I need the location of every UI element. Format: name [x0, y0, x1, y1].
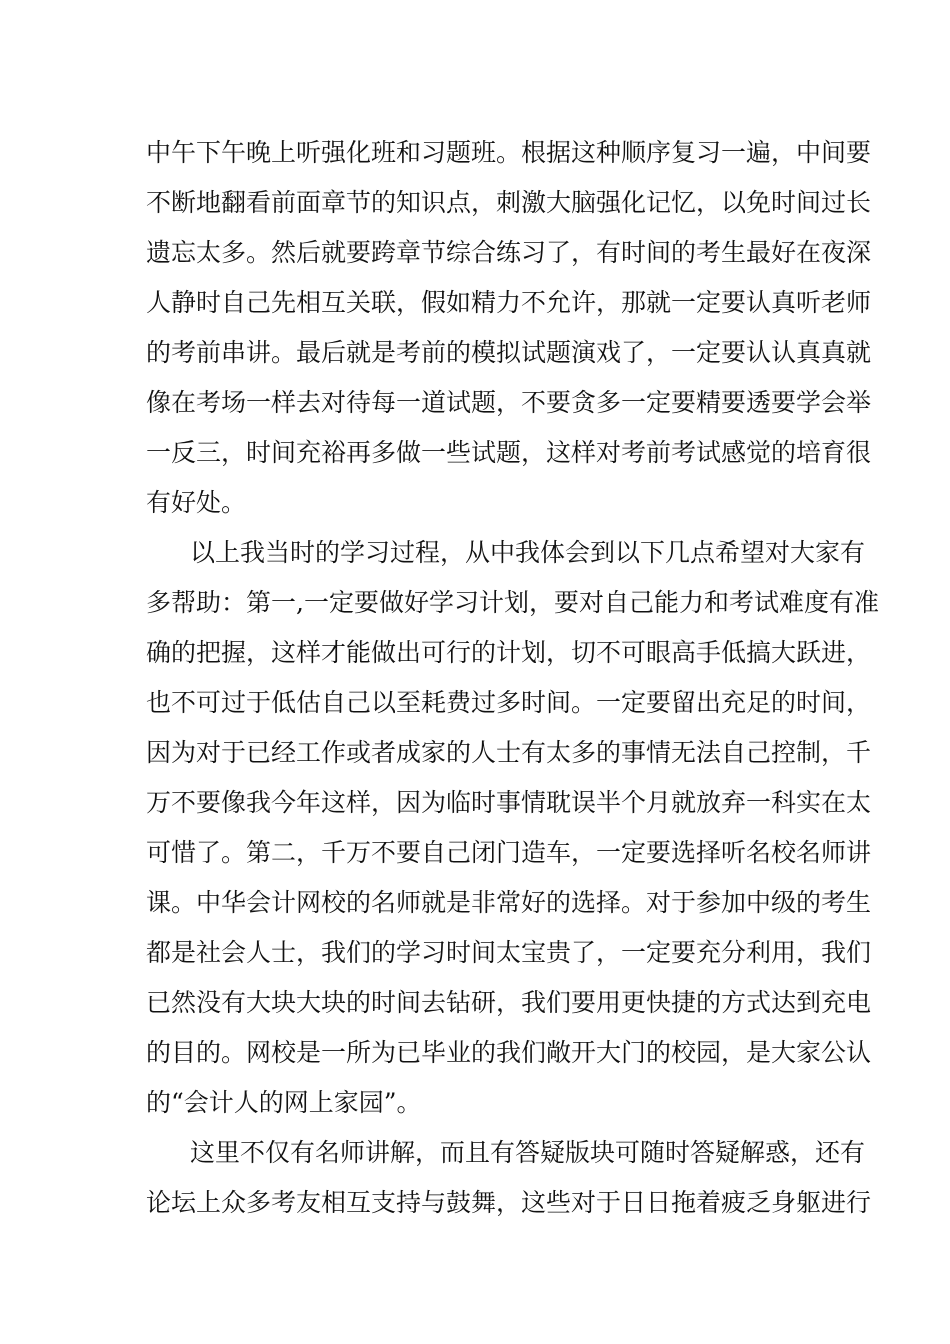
paragraph-first-line: 以上我当时的学习过程，从中我体会到以下几点希望对大家有 — [190, 538, 866, 567]
text-line: 确的把握，这样才能做出可行的计划，切不可眼高手低搞大跃进， — [146, 638, 872, 667]
text-line: 也不可过于低估自己以至耗费过多时间。一定要留出充足的时间， — [146, 688, 872, 717]
text-line: 有好处。 — [146, 488, 247, 517]
text-line: 的考前串讲。最后就是考前的模拟试题演戏了，一定要认认真真就 — [146, 338, 872, 367]
text-line: 像在考场一样去对待每一道试题，不要贪多一定要精要透要学会举 — [146, 388, 872, 417]
text-line: 中午下午晚上听强化班和习题班。根据这种顺序复习一遍，中间要 — [146, 138, 872, 167]
text-line: 一反三，时间充裕再多做一些试题，这样对考前考试感觉的培育很 — [146, 438, 872, 467]
text-line: 的“会计人的网上家园”。 — [146, 1088, 422, 1117]
text-line: 人静时自己先相互关联，假如精力不允许，那就一定要认真听老师 — [146, 288, 872, 317]
text-line: 课。中华会计网校的名师就是非常好的选择。对于参加中级的考生 — [146, 888, 872, 917]
text-line: 万不要像我今年这样，因为临时事情耽误半个月就放弃一科实在太 — [146, 788, 872, 817]
text-line: 可惜了。第二，千万不要自己闭门造车，一定要选择听名校名师讲 — [146, 838, 872, 867]
text-line: 因为对于已经工作或者成家的人士有太多的事情无法自己控制，千 — [146, 738, 872, 767]
text-line: 论坛上众多考友相互支持与鼓舞，这些对于日日拖着疲乏身躯进行 — [146, 1188, 872, 1217]
text-line: 不断地翻看前面章节的知识点，刺激大脑强化记忆，以免时间过长 — [146, 188, 872, 217]
text-line: 的目的。网校是一所为已毕业的我们敞开大门的校园，是大家公认 — [146, 1038, 872, 1067]
paragraph-first-line: 这里不仅有名师讲解，而且有答疑版块可随时答疑解惑，还有 — [190, 1138, 866, 1167]
text-line: 多帮助：第一,一定要做好学习计划，要对自己能力和考试难度有准 — [146, 588, 879, 617]
text-line: 遗忘太多。然后就要跨章节综合练习了，有时间的考生最好在夜深 — [146, 238, 872, 267]
text-line: 已然没有大块大块的时间去钻研，我们要用更快捷的方式达到充电 — [146, 988, 872, 1017]
text-line: 都是社会人士，我们的学习时间太宝贵了，一定要充分利用，我们 — [146, 938, 872, 967]
